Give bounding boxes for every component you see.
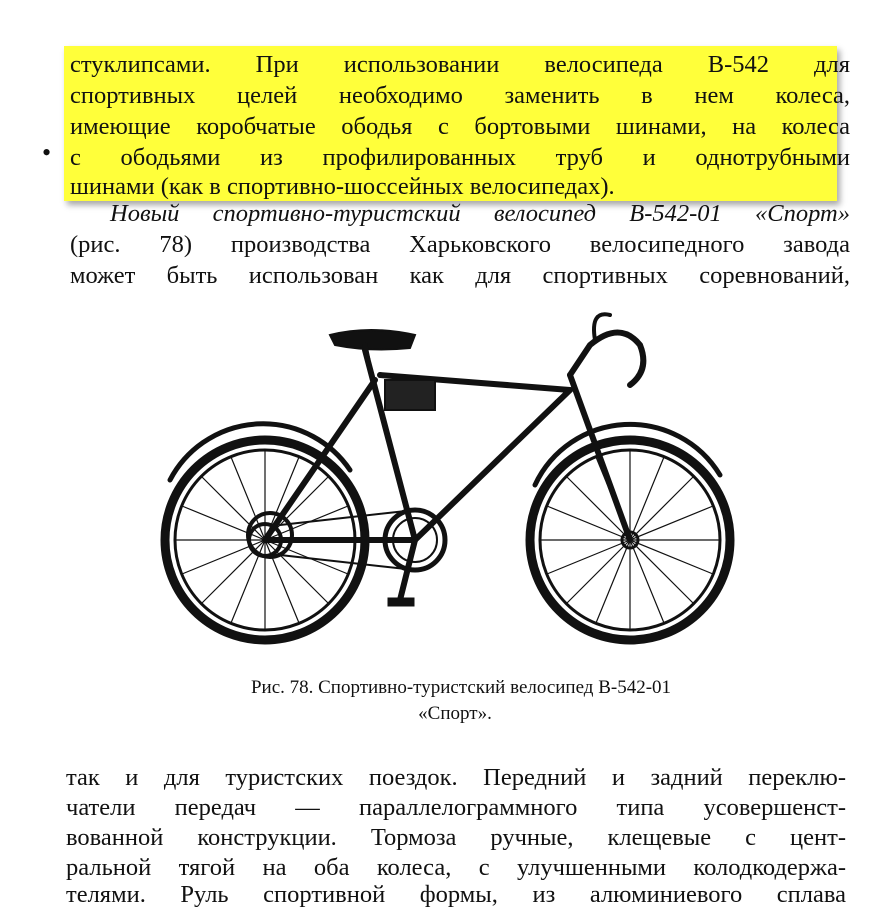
body-line-1: так и для туристских поездок. Передний и задний переклю- [66,764,846,791]
figure-caption-line-2: «Спорт». [418,703,492,724]
body-line-2: чатели передач — параллелограммного типа усовершенст- [66,794,846,821]
rear-wheel [165,424,365,640]
body-line-4: ральной тягой на оба колеса, с улучшенными колодкодержа- [66,854,846,881]
intro-line-2: (рис. 78) производства Харьковского велосипедного завода [70,231,850,258]
body-line-3: вованной конструкции. Тормоза ручные, клещевые с цент- [66,824,846,851]
handlebar [570,333,643,386]
highlighted-line-2: спортивных целей необходимо заменить в нем колеса, [70,82,850,109]
frame-bag [385,380,435,410]
body-line-5: телями. Руль спортивной формы, из алюминиевого сплава [66,881,846,908]
highlighted-line-1: стуклипсами. При использовании велосипеда В-542 для [70,51,850,78]
margin-dot: • [42,138,52,167]
figure-caption-line-1: Рис. 78. Спортивно-туристский велосипед В-542-01 [250,677,672,698]
intro-line-3: может быть использован как для спортивных соревнований, [70,262,850,289]
highlighted-line-3: имеющие коробчатые ободья с бортовыми шинами, на колеса [70,113,850,140]
highlighted-line-4: с ободьями из профилированных труб и однотрубными [70,144,850,171]
highlighted-line-5: шинами (как в спортивно-шоссейных велосипедах). [70,173,615,200]
bicycle-frame [265,350,630,540]
bicycle-illustration [150,300,750,670]
saddle [330,330,415,349]
intro-italic-lead: Новый спортивно-туристский велосипед В-542-01 «Спорт» [110,200,850,227]
